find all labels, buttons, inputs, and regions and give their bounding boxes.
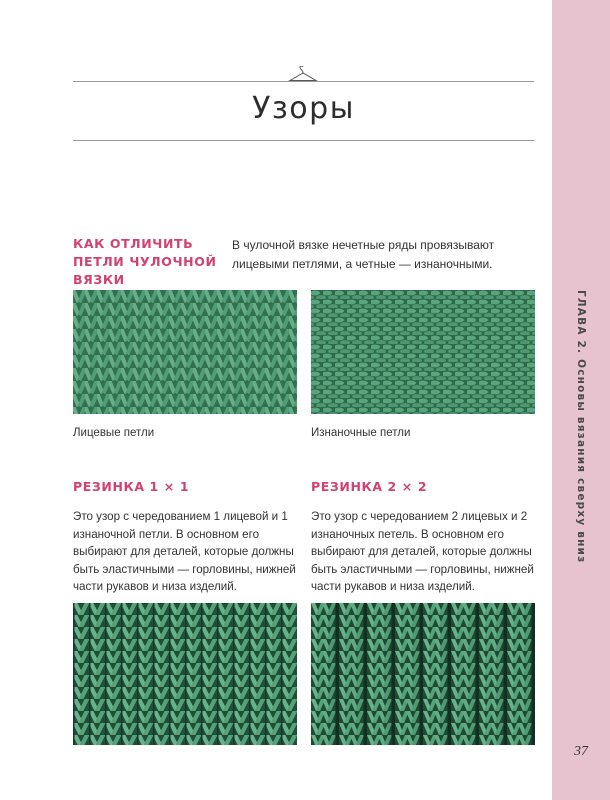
purl-caption: Изнаночные петли bbox=[311, 427, 411, 439]
rib-2x2-description: Это узор с чередованием 2 лицевых и 2 изнаночных петель. В основном его выбирают для деталей, которые должны быть эластичными — горловины, нижней части рукавов и низа изделий. bbox=[311, 510, 534, 593]
rib-2x2-heading: РЕЗИНКА 2 × 2 bbox=[311, 479, 428, 494]
knit-caption: Лицевые петли bbox=[73, 427, 155, 439]
hanger-icon bbox=[288, 66, 318, 84]
title-rule bbox=[73, 140, 534, 141]
stockinette-description: В чулочной вязке нечетные ряды провязывают лицевыми петлями, а четные — изнаночными. bbox=[232, 238, 495, 271]
purl-side-swatch bbox=[311, 290, 535, 414]
knit-side-swatch bbox=[73, 290, 297, 414]
rib-1x1-description: Это узор с чередованием 1 лицевой и 1 изнаночной петли. В основном его выбирают для деталей, которые должны быть эластичными — горловины, нижней части рукавов и низа изделий. bbox=[73, 510, 296, 593]
page-title: Узоры bbox=[252, 91, 355, 126]
chapter-title: ГЛАВА 2. Основы вязания сверху вниз bbox=[575, 290, 587, 564]
rib-2x2-swatch bbox=[311, 603, 535, 745]
stockinette-heading: КАК ОТЛИЧИТЬ ПЕТЛИ ЧУЛОЧНОЙ ВЯЗКИ bbox=[73, 236, 217, 287]
chapter-side-tab bbox=[552, 0, 610, 800]
page-number: 37 bbox=[574, 744, 588, 759]
rib-1x1-heading: РЕЗИНКА 1 × 1 bbox=[73, 479, 190, 494]
rib-1x1-swatch bbox=[73, 603, 297, 745]
